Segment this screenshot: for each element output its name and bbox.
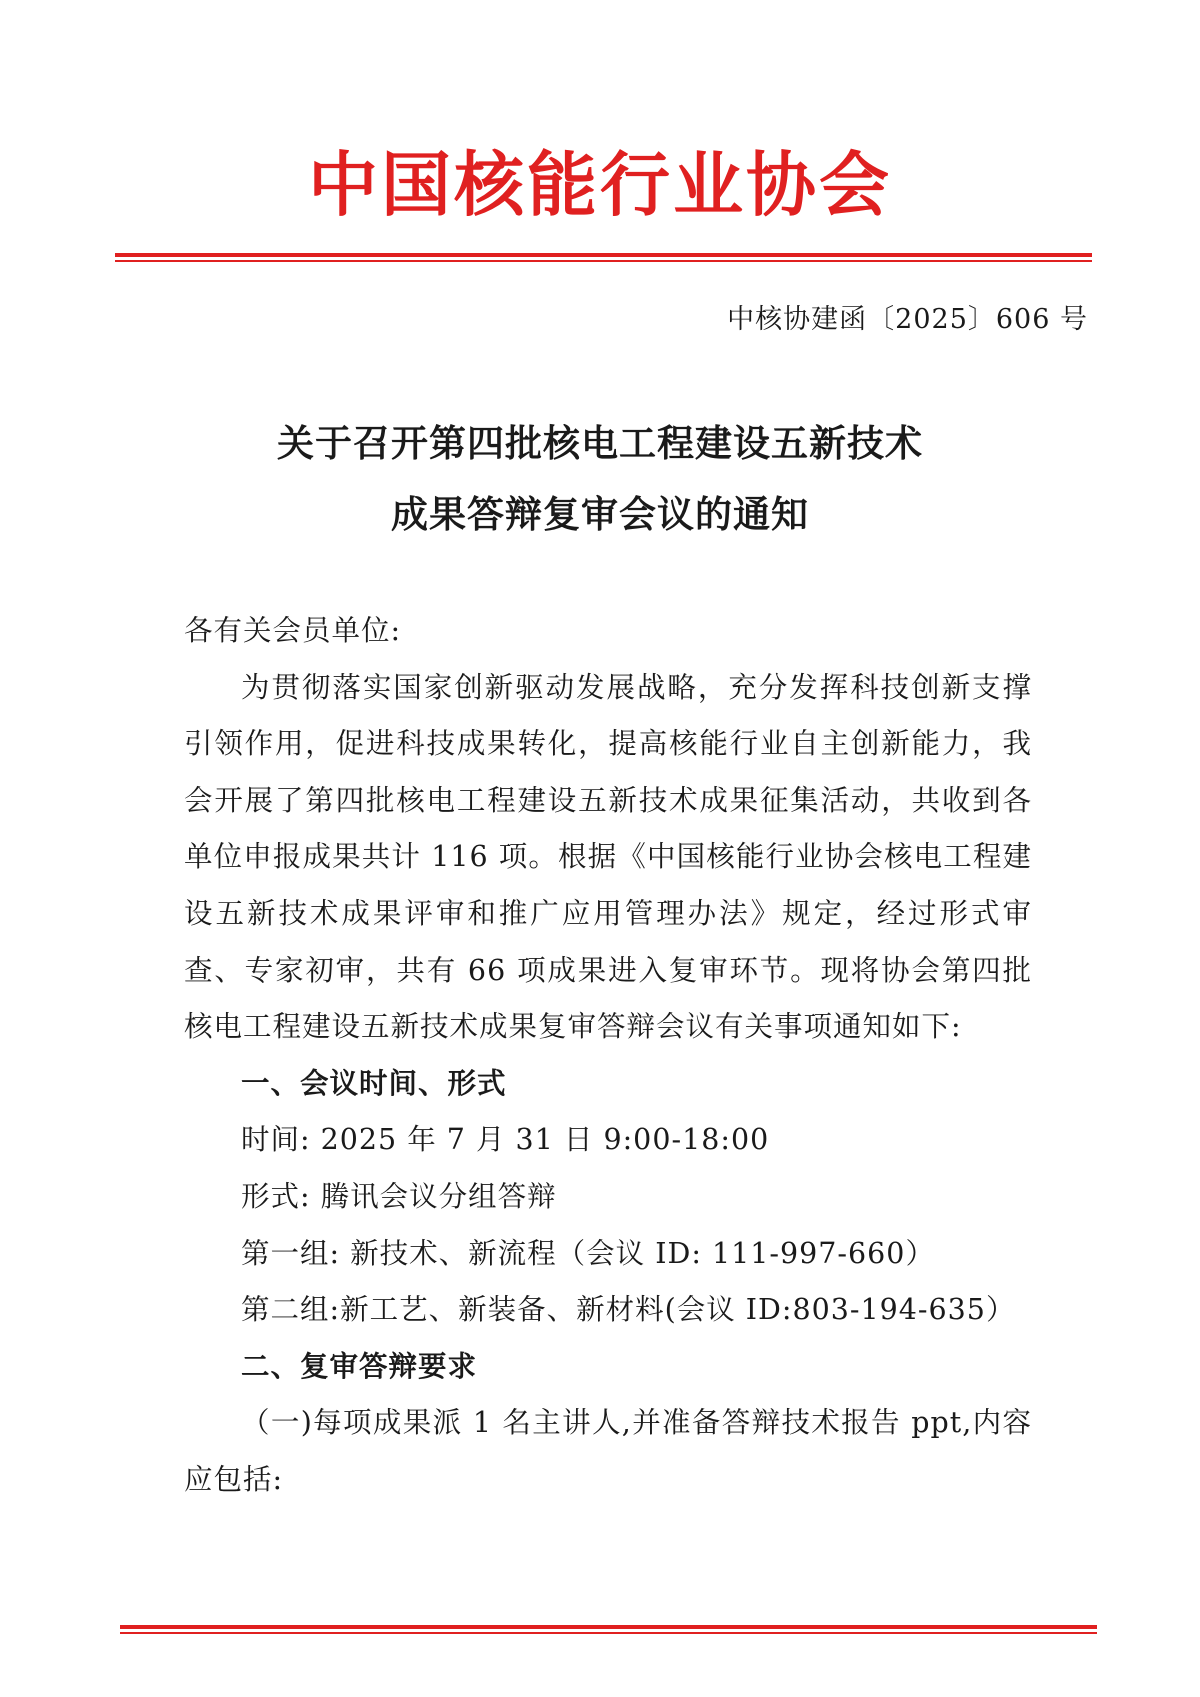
intro-paragraph: 为贯彻落实国家创新驱动发展战略，充分发挥科技创新支撑引领作用，促进科技成果转化，提高核能行业自主创新能力，我会开展了第四批核电工程建设五新技术成果征集活动，共收到各单位申报成果共计 116 项。根据《中国核能行业协会核电工程建设五新技术成果评审和推广应用管理办法》规定，经过形式审查、专家初审，共有 66 项成果进入复审环节。现将协会第四批核电工程建设五新技术成果复审答辩会议有关事项通知如下: bbox=[184, 670, 1032, 1044]
group-1-info: 第一组: 新技术、新流程（会议 ID: 111-997-660） bbox=[241, 1236, 935, 1270]
meeting-time: 时间: 2025 年 7 月 31 日 9:00-18:00 bbox=[241, 1123, 770, 1157]
footer-rule-thin bbox=[120, 1632, 1097, 1634]
meeting-format: 形式: 腾讯会议分组答辩 bbox=[241, 1179, 557, 1213]
notice-title-line-2: 成果答辩复审会议的通知 bbox=[391, 492, 809, 536]
header-rule-thick bbox=[115, 253, 1092, 257]
organization-masthead: 中国核能行业协会 bbox=[308, 144, 892, 226]
footer-rule-thick bbox=[120, 1625, 1097, 1629]
salutation: 各有关会员单位: bbox=[184, 614, 402, 647]
notice-body bbox=[184, 603, 1032, 1509]
group-2-info: 第二组:新工艺、新装备、新材料(会议 ID:803-194-635） bbox=[241, 1293, 1016, 1327]
notice-title-line-1: 关于召开第四批核电工程建设五新技术 bbox=[277, 421, 923, 465]
document-number: 中核协建函〔2025〕606 号 bbox=[727, 304, 1088, 335]
requirement-1: （一)每项成果派 1 名主讲人,并准备答辩技术报告 ppt,内容应包括: bbox=[184, 1406, 1032, 1496]
header-rule-thin bbox=[115, 260, 1092, 262]
footer-red-rule bbox=[120, 1625, 1097, 1634]
section-1-heading: 一、会议时间、形式 bbox=[241, 1066, 507, 1100]
section-2-heading: 二、复审答辩要求 bbox=[241, 1349, 478, 1383]
header-red-rule bbox=[115, 253, 1092, 262]
